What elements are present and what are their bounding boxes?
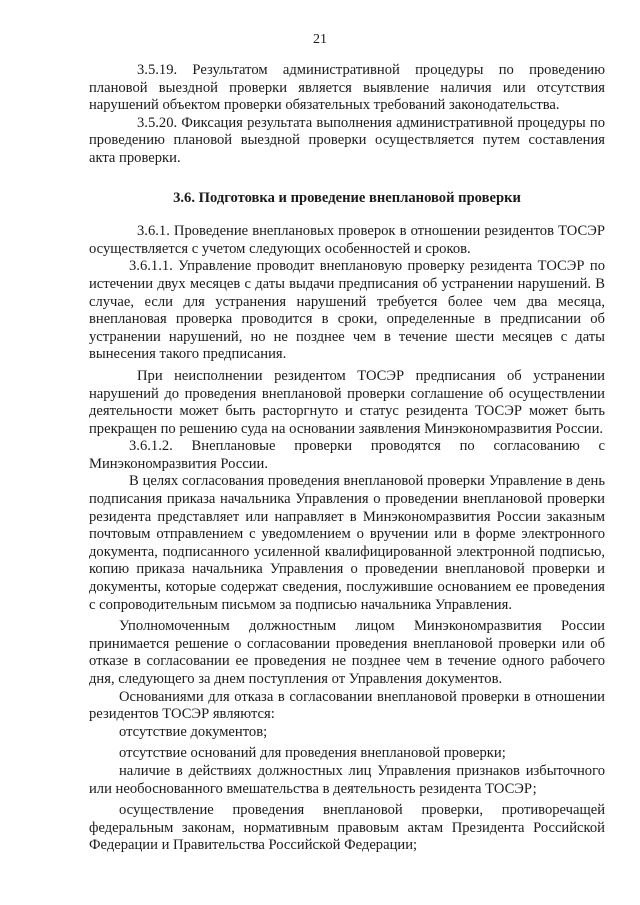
list-item-3: наличие в действиях должностных лиц Управления признаков избыточного или необоснованного вмешательства в деятельность резидента ТОСЭР; bbox=[89, 762, 605, 797]
list-item-4: осуществление проведения внеплановой проверки, противоречащей федеральным законам, нормативным правовым актам Президента Российской Федерации и Правительства Российской Федерации; bbox=[89, 802, 605, 854]
paragraph-3-6-1: 3.6.1. Проведение внеплановых проверок в отношении резидентов ТОСЭР осуществляется с учетом следующих особенностей и сроков. bbox=[89, 223, 605, 257]
paragraph-3-5-20: 3.5.20. Фиксация результата выполнения административной процедуры по проведению плановой выездной проверки осуществляется путем составления акта проверки. bbox=[89, 114, 605, 166]
list-item-1: отсутствие документов; bbox=[119, 723, 268, 740]
page-number: 21 bbox=[313, 32, 327, 47]
paragraph-approval-procedure: В целях согласования проведения внеплановой проверки Управление в день подписания приказа начальника Управления о проведении внеплановой проверки резидента представляет или направляет в Минэкономразвития России заказным почтовым отправлением с уведомлением о вручении или в форме электронного документа, подписанного усиленной квалифицированной электронной подписью, копию приказа начальника Управления о проведении внеплановой проверки и документы, которые содержат сведения, послужившие основанием ее проведения с сопроводительным письмом за подписью начальника Управления. bbox=[89, 473, 605, 613]
paragraph-refusal-grounds: Основаниями для отказа в согласовании внеплановой проверки в отношении резидентов ТОСЭР являются: bbox=[89, 688, 605, 723]
paragraph-3-5-19: 3.5.19. Результатом административной процедуры по проведению плановой выездной проверки является выявление наличия или отсутствия нарушений объектом проверки обязательных требований законодательства. bbox=[89, 62, 605, 114]
list-item-2: отсутствие оснований для проведения внеплановой проверки; bbox=[119, 745, 506, 762]
section-heading: 3.6. Подготовка и проведение внеплановой проверки bbox=[173, 189, 521, 206]
paragraph-decision: Уполномоченным должностным лицом Минэкономразвития России принимается решение о согласовании проведения внеплановой проверки или об отказе в согласовании ее проведения не позднее чем в течение одного рабочего дня, следующего за днем поступления от Управления документов. bbox=[89, 618, 605, 687]
paragraph-3-6-1-1: 3.6.1.1. Управление проводит внеплановую проверку резидента ТОСЭР по истечении двух месяцев с даты выдачи предписания об устранении нарушений. В случае, если для устранения нарушений требуется более чем два месяца, внеплановая проверка проводится в сроки, определенные в предписании об устранении нарушений, но не позднее чем в течение шести месяцев с даты вынесения такого предписания. bbox=[89, 258, 605, 363]
document-body bbox=[89, 62, 605, 855]
paragraph-non-compliance: При неисполнении резидентом ТОСЭР предписания об устранении нарушений до проведения внеплановой проверки соглашение об осуществлении деятельности может быть расторгнуто и статус резидента ТОСЭР может быть прекращен по решению суда на основании заявления Минэкономразвития России. bbox=[89, 367, 605, 437]
paragraph-3-6-1-2: 3.6.1.2. Внеплановые проверки проводятся по согласованию с Минэкономразвития России. bbox=[89, 438, 605, 472]
